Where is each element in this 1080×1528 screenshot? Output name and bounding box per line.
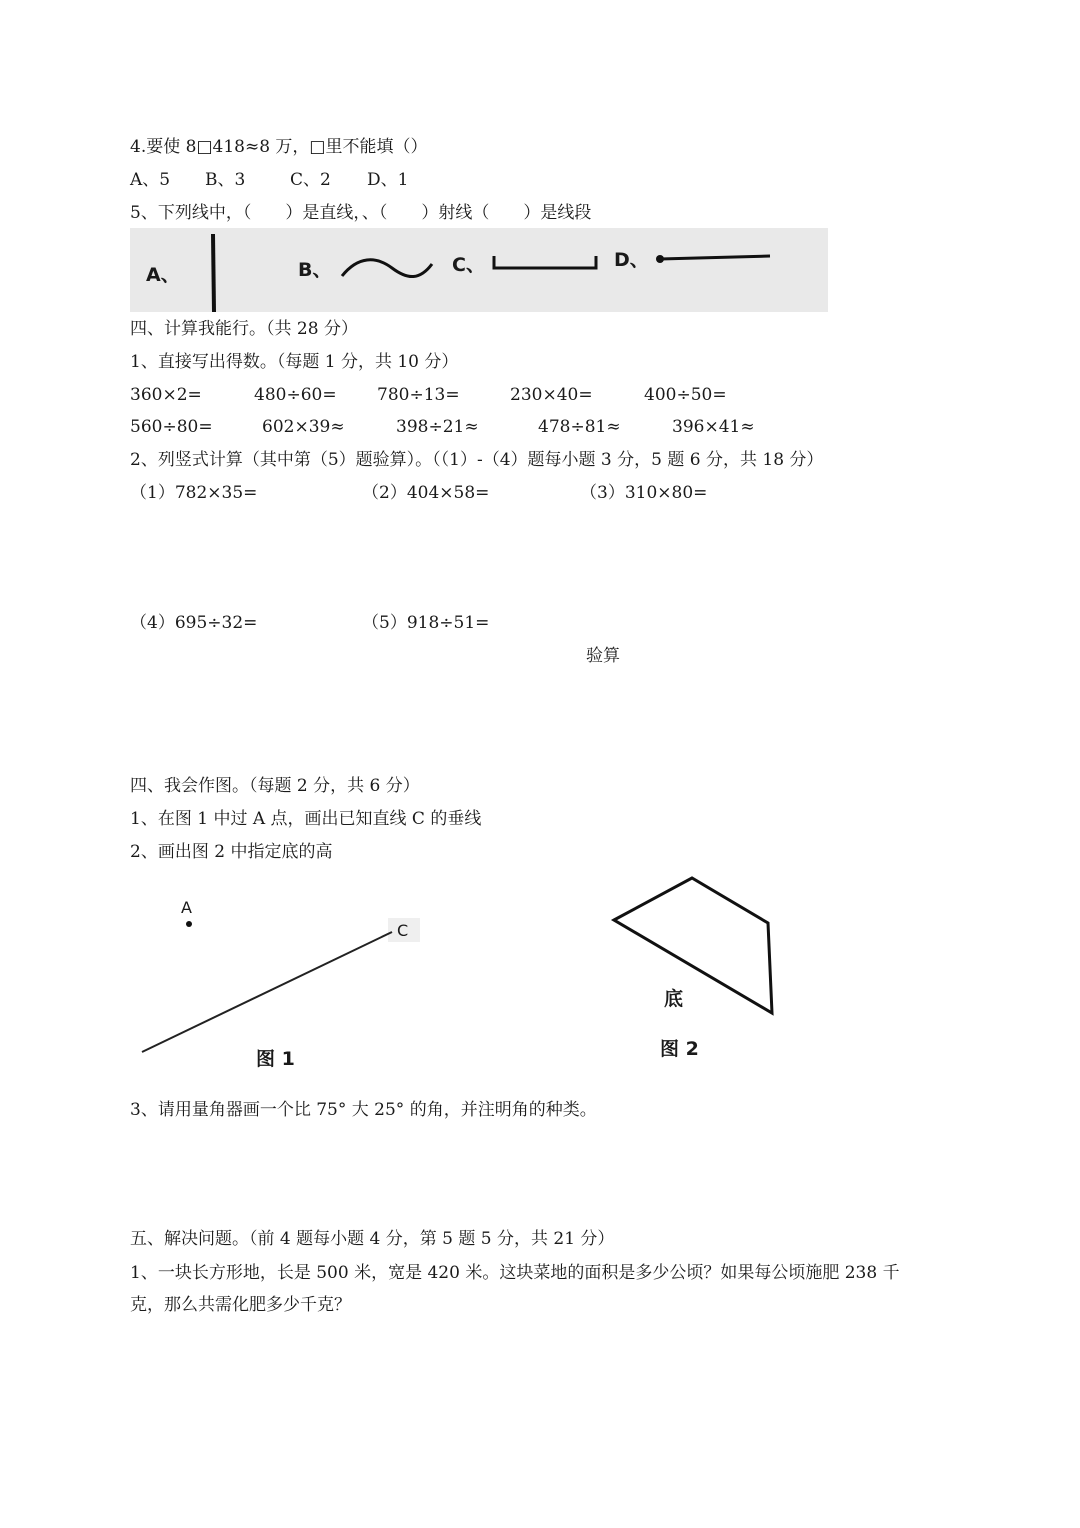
figure-label-b: B、 (298, 259, 332, 281)
q5-stem: 5、下列线中，（ ）是直线，、（ ）射线（ ）是线段 (130, 203, 592, 223)
calc-r2-c5: 396×41≈ (672, 417, 755, 437)
line-c (142, 932, 392, 1052)
section-draw-title: 四、我会作图。（每题 2 分，共 6 分） (130, 776, 420, 796)
draw-item-3: 3、请用量角器画一个比 75° 大 25° 的角，并注明角的种类。 (130, 1100, 597, 1120)
q4-option-b: B、3 (205, 170, 246, 190)
figure-a-segment (213, 234, 214, 312)
q4-stem: 4.要使 8□418≈8 万，□里不能填（） (130, 137, 428, 157)
vertical-calc-4: （4）695÷32= (130, 613, 258, 633)
calc-r1-c4: 230×40= (510, 385, 593, 405)
q4-option-d: D、1 (367, 170, 409, 190)
figure-2-caption: 图 2 (660, 1038, 699, 1060)
quadrilateral (614, 878, 772, 1013)
figure-c-bracket (494, 256, 596, 268)
figure-label-c: C、 (452, 254, 485, 276)
q4-option-c: C、2 (290, 170, 331, 190)
calc-r2-c2: 602×39≈ (262, 417, 345, 437)
point-a-label: A (181, 898, 192, 917)
section-calc-title: 四、计算我能行。（共 28 分） (130, 319, 358, 339)
calc-r1-c1: 360×2= (130, 385, 202, 405)
calc-r2-c1: 560÷80= (130, 417, 213, 437)
q4-option-a: A、5 (130, 170, 171, 190)
point-a (186, 921, 192, 927)
calc-part2-title: 2、列竖式计算（其中第（5）题验算）。（（1）-（4）题每小题 3 分，5 题 6 分，共 18 分） (130, 450, 824, 470)
vertical-calc-2: （2）404×58= (362, 483, 490, 503)
figure-2 (600, 870, 800, 1030)
draw-item-1: 1、在图 1 中过 A 点，画出已知直线 C 的垂线 (130, 809, 482, 829)
calc-r2-c4: 478÷81≈ (538, 417, 621, 437)
base-label: 底 (664, 988, 684, 1010)
calc-r1-c5: 400÷50= (644, 385, 727, 405)
figure-label-a: A、 (146, 264, 180, 286)
solve-item-1-line-2: 克，那么共需化肥多少千克？ (130, 1295, 351, 1315)
figure-label-d: D、 (614, 249, 649, 271)
check-label: 验算 (586, 646, 620, 666)
solve-item-1-line-1: 1、一块长方形地，长是 500 米，宽是 420 米。这块菜地的面积是多少公顷？如果每公顷施肥 238 千 (130, 1263, 900, 1283)
calc-r1-c2: 480÷60= (254, 385, 337, 405)
line-c-label: C (397, 921, 409, 940)
vertical-calc-5: （5）918÷51= (362, 613, 490, 633)
calc-part1-title: 1、直接写出得数。（每题 1 分，共 10 分） (130, 352, 459, 372)
vertical-calc-3: （3）310×80= (580, 483, 708, 503)
calc-r2-c3: 398÷21≈ (396, 417, 479, 437)
figure-1-caption: 图 1 (256, 1048, 295, 1070)
figure-b-curve (342, 260, 432, 277)
draw-item-2: 2、画出图 2 中指定底的高 (130, 842, 333, 862)
figure-d-ray (660, 256, 770, 259)
section-solve-title: 五、解决问题。（前 4 题每小题 4 分，第 5 题 5 分，共 21 分） (130, 1229, 615, 1249)
vertical-calc-1: （1）782×35= (130, 483, 258, 503)
calc-r1-c3: 780÷13= (377, 385, 460, 405)
